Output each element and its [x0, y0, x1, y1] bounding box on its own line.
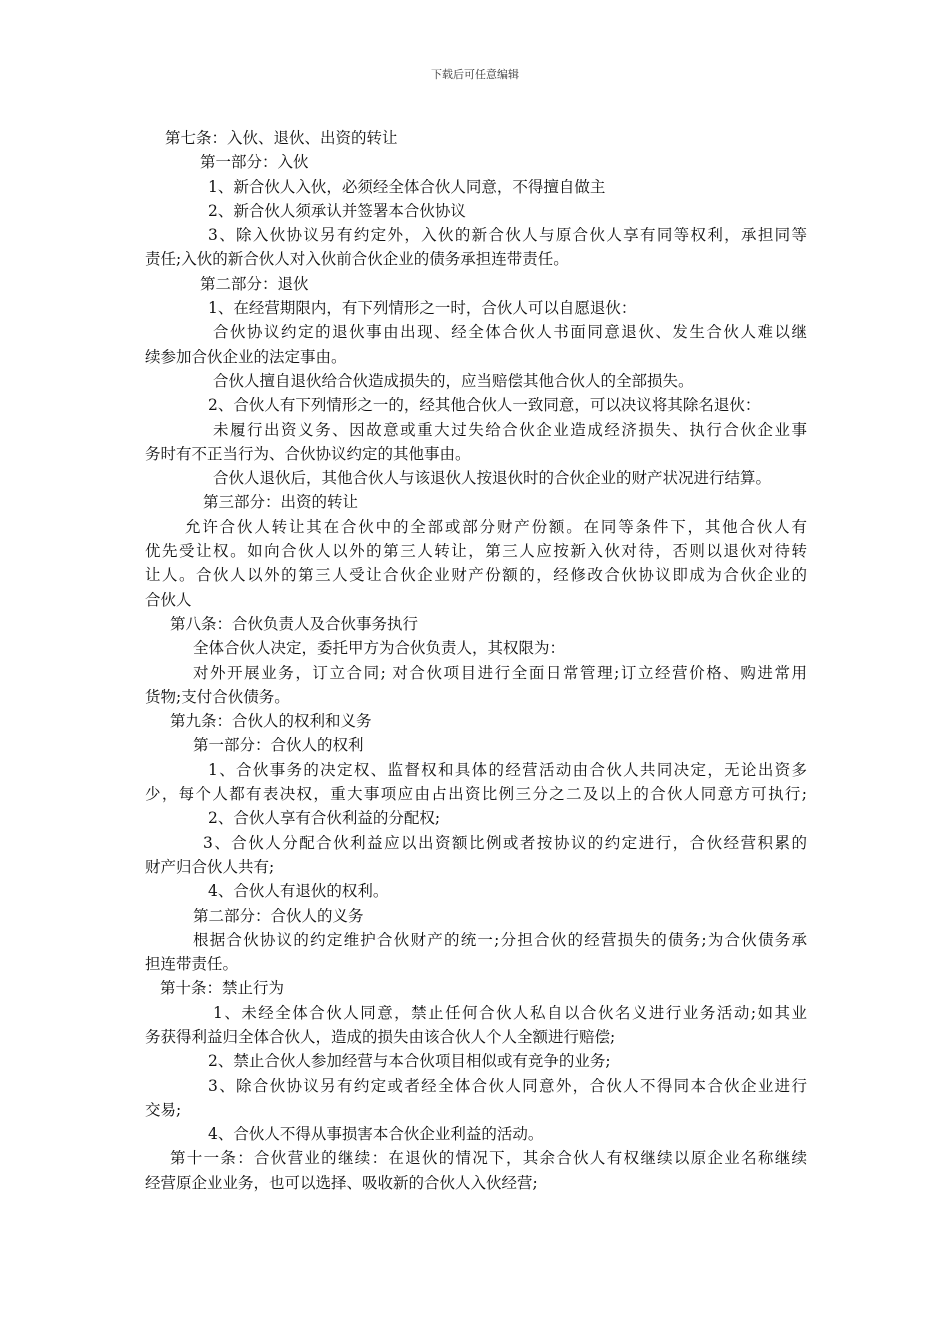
- text-line: 2、合伙人享有合伙利益的分配权;: [208, 809, 441, 828]
- text-line: 1、新合伙人入伙，必须经全体合伙人同意，不得擅自做主: [208, 177, 606, 196]
- text-line: 经营原企业业务，也可以选择、吸收新的合伙人入伙经营;: [145, 1173, 538, 1192]
- text-line: 第九条：合伙人的权利和义务: [170, 712, 372, 731]
- text-line: 4、合伙人不得从事损害本合伙企业利益的活动。: [208, 1125, 544, 1144]
- text-line: 务时有不正当行为、合伙协议约定的其他事由。: [145, 444, 471, 463]
- text-line: 第二部分：合伙人的义务: [193, 906, 364, 925]
- text-line: 财产归合伙人共有;: [145, 857, 275, 876]
- text-line: 续参加合伙企业的法定事由。: [145, 347, 347, 366]
- text-line: 第十条：禁止行为: [160, 979, 285, 998]
- text-line: 3、合伙人分配合伙利益应以出资额比例或者按协议的约定进行，合伙经营积累的: [203, 833, 807, 852]
- text-line: 2、禁止合伙人参加经营与本合伙项目相似或有竞争的业务;: [208, 1052, 611, 1071]
- text-line: 责任;入伙的新合伙人对入伙前合伙企业的债务承担连带责任。: [145, 250, 569, 269]
- text-line: 2、合伙人有下列情形之一的，经其他合伙人一致同意，可以决议将其除名退伙：: [208, 396, 761, 415]
- text-line: 允许合伙人转让其在合伙中的全部或部分财产份额。在同等条件下，其他合伙人有: [185, 517, 807, 536]
- text-line: 第十一条：合伙营业的继续：在退伙的情况下，其余合伙人有权继续以原企业名称继续: [170, 1149, 807, 1168]
- text-line: 1、合伙事务的决定权、监督权和具体的经营活动由合伙人共同决定，无论出资多: [208, 760, 807, 779]
- page-header: 下载后可任意编辑: [431, 68, 519, 81]
- text-line: 4、合伙人有退伙的权利。: [208, 882, 389, 901]
- text-line: 合伙人: [145, 590, 192, 609]
- text-line: 第三部分：出资的转让: [203, 493, 359, 512]
- text-line: 未履行出资义务、因故意或重大过失给合伙企业造成经济损失、执行合伙企业事: [213, 420, 807, 439]
- text-line: 第一部分：合伙人的权利: [193, 736, 364, 755]
- text-line: 第一部分：入伙: [200, 153, 309, 172]
- text-line: 3、除入伙协议另有约定外，入伙的新合伙人与原合伙人享有同等权利，承担同等: [208, 226, 807, 245]
- text-line: 对外开展业务，订立合同; 对合伙项目进行全面日常管理;订立经营价格、购进常用: [193, 663, 807, 682]
- text-line: 1、在经营期限内，有下列情形之一时，合伙人可以自愿退伙：: [208, 299, 637, 318]
- text-line: 3、除合伙协议另有约定或者经全体合伙人同意外，合伙人不得同本合伙企业进行: [208, 1076, 807, 1095]
- text-line: 第二部分：退伙: [200, 274, 309, 293]
- text-line: 货物;支付合伙债务。: [145, 687, 290, 706]
- text-line: 交易;: [145, 1100, 182, 1119]
- text-line: 2、新合伙人须承认并签署本合伙协议: [208, 201, 466, 220]
- text-line: 第七条：入伙、退伙、出资的转让: [165, 129, 398, 147]
- text-line: 根据合伙协议的约定维护合伙财产的统一;分担合伙的经营损失的债务;为合伙债务承: [193, 930, 807, 949]
- text-line: 少，每个人都有表决权，重大事项应由占出资比例三分之二及以上的合伙人同意方可执行;: [145, 785, 807, 804]
- text-line: 让人。合伙人以外的第三人受让合伙企业财产份额的，经修改合伙协议即成为合伙企业的: [145, 566, 807, 585]
- text-line: 优先受让权。如向合伙人以外的第三人转让，第三人应按新入伙对待，否则以退伙对待转: [145, 542, 807, 561]
- document-body: [145, 126, 807, 1195]
- text-line: 担连带责任。: [145, 955, 239, 974]
- text-line: 合伙人退伙后，其他合伙人与该退伙人按退伙时的合伙企业的财产状况进行结算。: [213, 469, 772, 488]
- text-line: 合伙协议约定的退伙事由出现、经全体合伙人书面同意退伙、发生合伙人难以继: [213, 323, 807, 342]
- text-line: 第八条：合伙负责人及合伙事务执行: [170, 614, 419, 633]
- text-line: 1、未经全体合伙人同意，禁止任何合伙人私自以合伙名义进行业务活动;如其业: [213, 1003, 807, 1022]
- text-line: 务获得利益归全体合伙人，造成的损失由该合伙人个人全额进行赔偿;: [145, 1027, 616, 1046]
- text-line: 合伙人擅自退伙给合伙造成损失的，应当赔偿其他合伙人的全部损失。: [213, 371, 694, 390]
- text-line: 全体合伙人决定，委托甲方为合伙负责人，其权限为：: [193, 639, 566, 658]
